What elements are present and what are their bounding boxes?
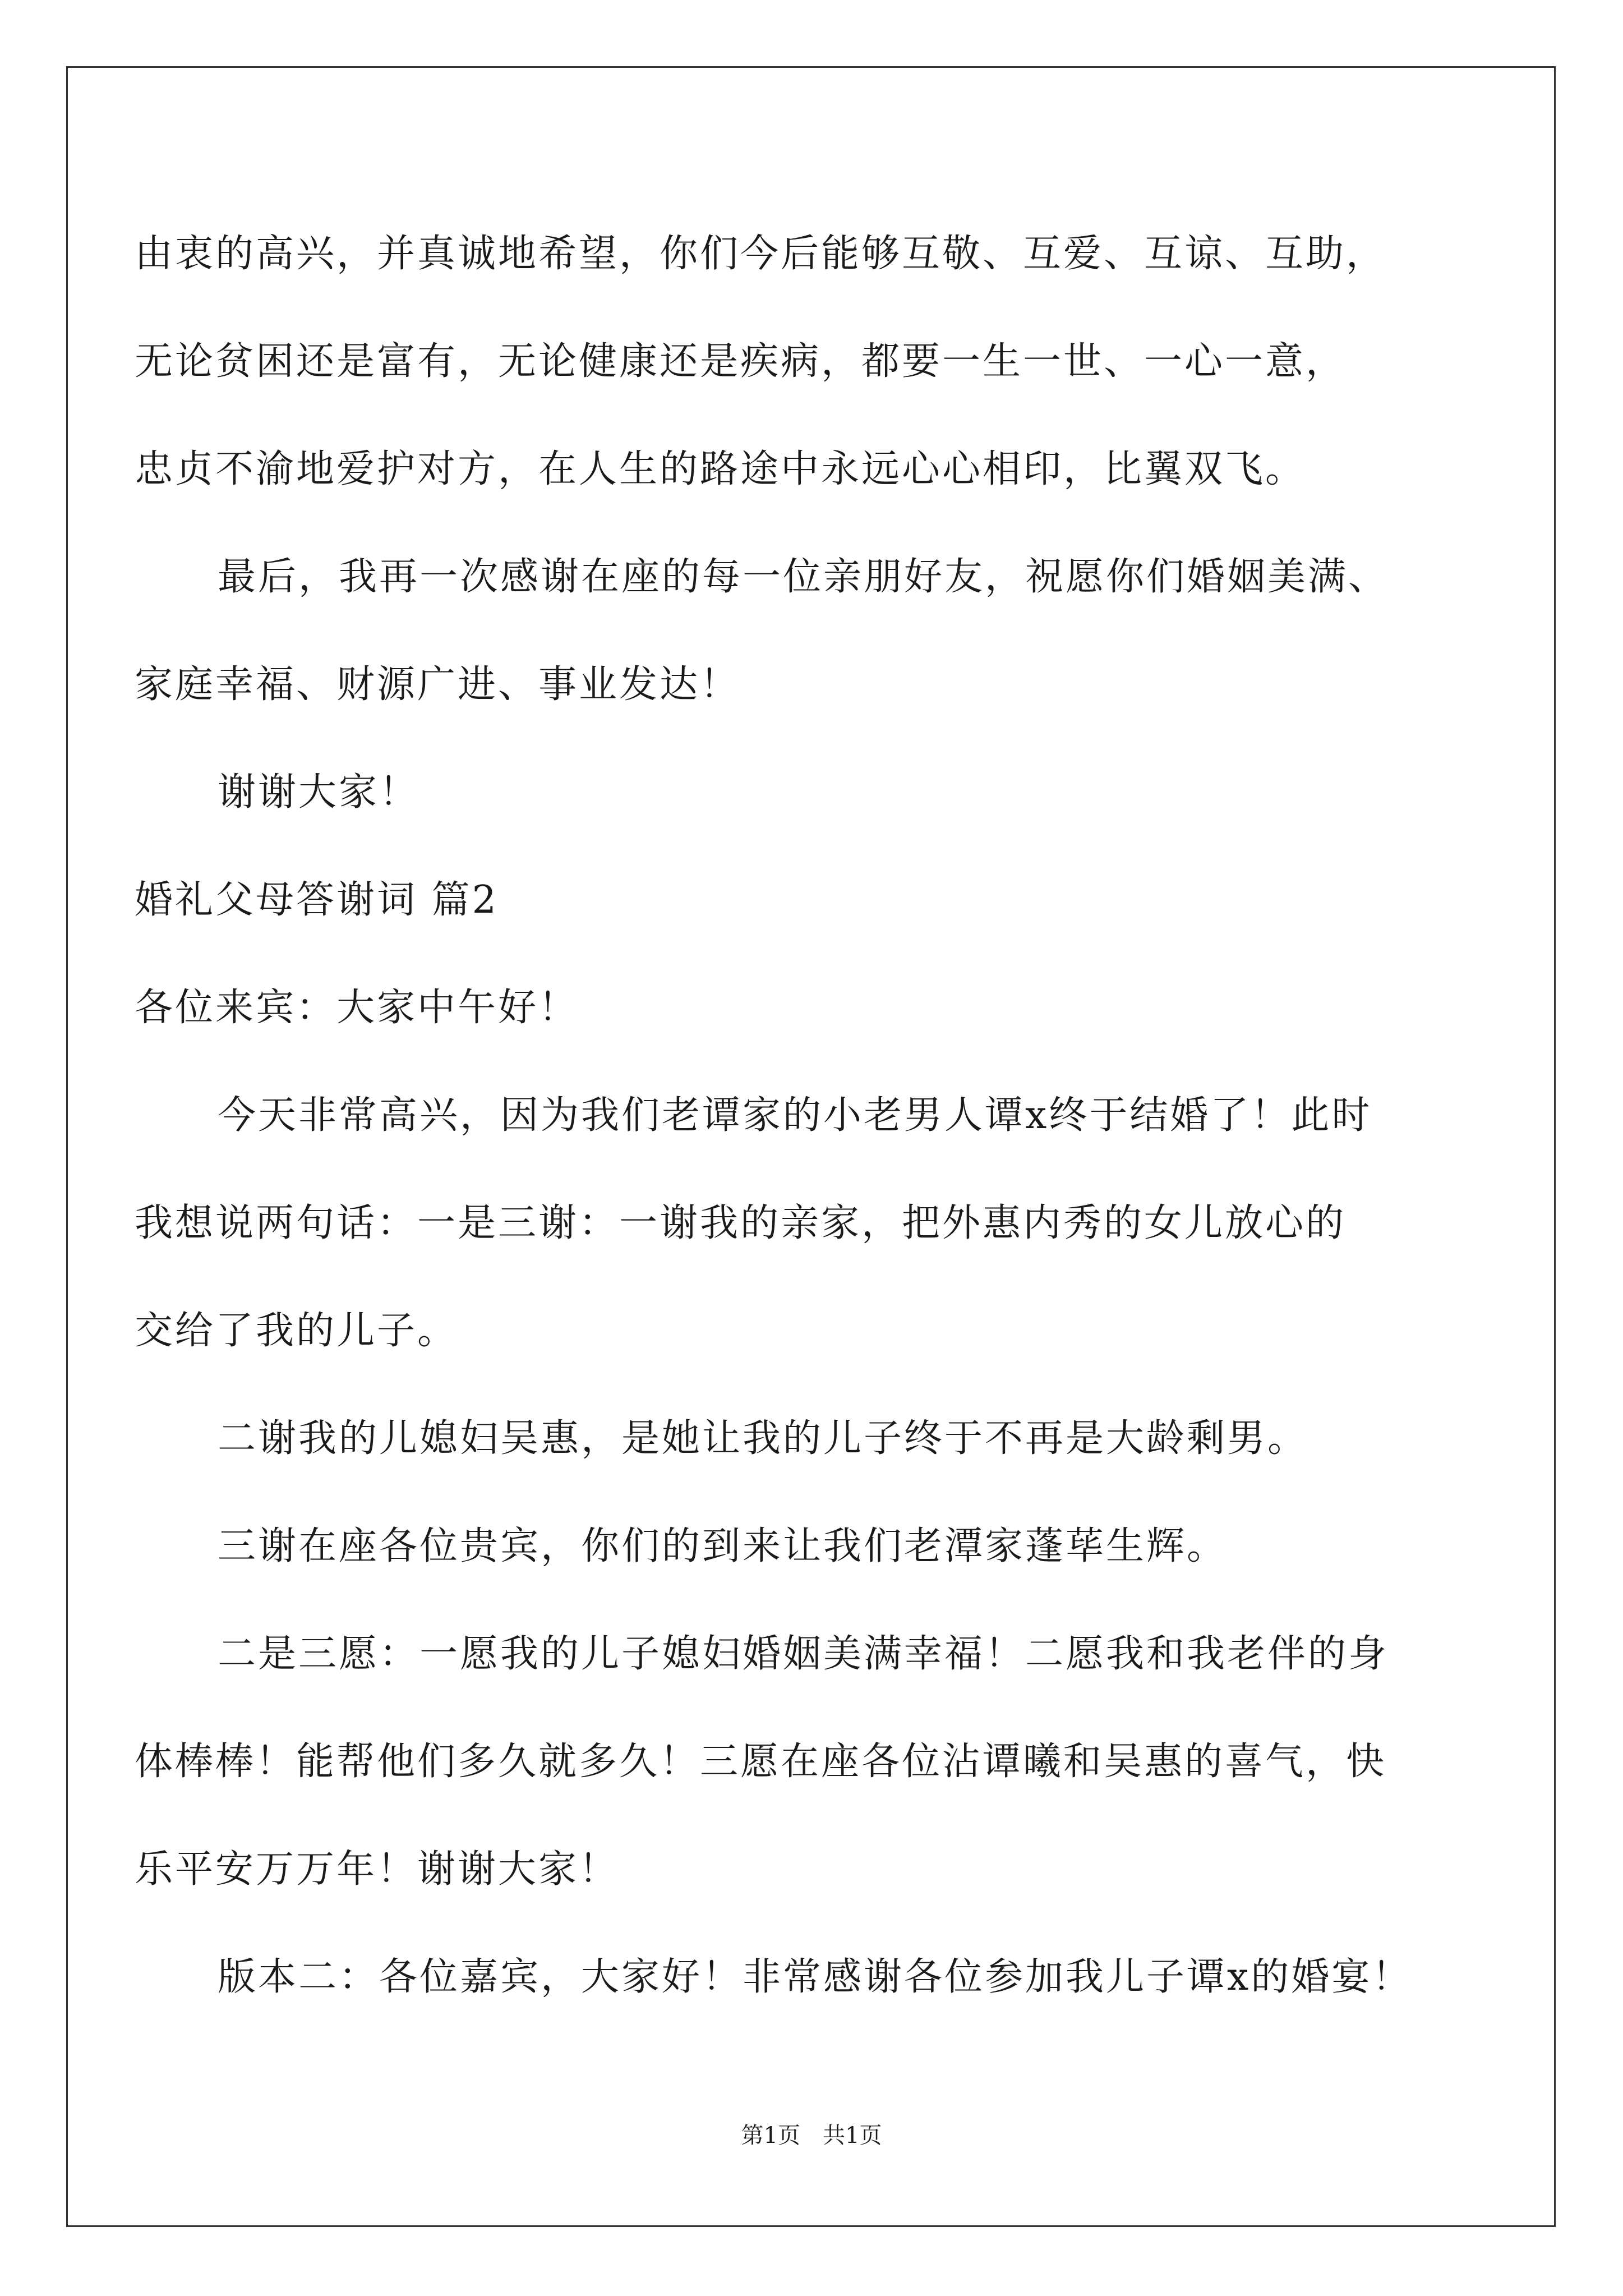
page-number: 第1页 xyxy=(741,2123,800,2148)
paragraph-line: 版本二：各位嘉宾，大家好！非常感谢各位参加我儿子谭x的婚宴！ xyxy=(218,1955,1413,1999)
paragraph-line: 乐平安万万年！谢谢大家！ xyxy=(135,1847,620,1892)
page-total: 共1页 xyxy=(823,2123,882,2148)
paragraph-line: 今天非常高兴，因为我们老谭家的小老男人谭x终于结婚了！此时 xyxy=(218,1093,1372,1138)
page-footer xyxy=(0,2122,1623,2150)
paragraph-line: 忠贞不渝地爱护对方，在人生的路途中永远心心相印，比翼双飞。 xyxy=(135,447,1306,491)
paragraph-line: 由衷的高兴，并真诚地希望，你们今后能够互敬、互爱、互谅、互助， xyxy=(135,232,1387,276)
paragraph-line: 家庭幸福、财源广进、事业发达！ xyxy=(135,662,741,707)
paragraph-line: 三谢在座各位贵宾，你们的到来让我们老潭家蓬荜生辉。 xyxy=(218,1524,1228,1568)
paragraph-line: 交给了我的儿子。 xyxy=(135,1309,458,1353)
paragraph-line: 二谢我的儿媳妇吴惠，是她让我的儿子终于不再是大龄剩男。 xyxy=(218,1416,1308,1461)
salutation: 各位来宾：大家中午好！ xyxy=(135,986,579,1030)
paragraph-line: 二是三愿：一愿我的儿子媳妇婚姻美满幸福！二愿我和我老伴的身 xyxy=(218,1632,1389,1676)
paragraph-line: 无论贫困还是富有，无论健康还是疾病，都要一生一世、一心一意， xyxy=(135,339,1347,384)
page-border xyxy=(66,66,1556,2227)
paragraph-line: 我想说两句话：一是三谢：一谢我的亲家，把外惠内秀的女儿放心的 xyxy=(135,1201,1347,1245)
paragraph-line: 体棒棒！能帮他们多久就多久！三愿在座各位沾谭曦和吴惠的喜气，快 xyxy=(135,1740,1387,1784)
paragraph-line: 最后，我再一次感谢在座的每一位亲朋好友，祝愿你们婚姻美满、 xyxy=(218,555,1389,599)
section-heading: 婚礼父母答谢词 篇2 xyxy=(135,878,499,922)
paragraph-line: 谢谢大家！ xyxy=(218,770,420,815)
